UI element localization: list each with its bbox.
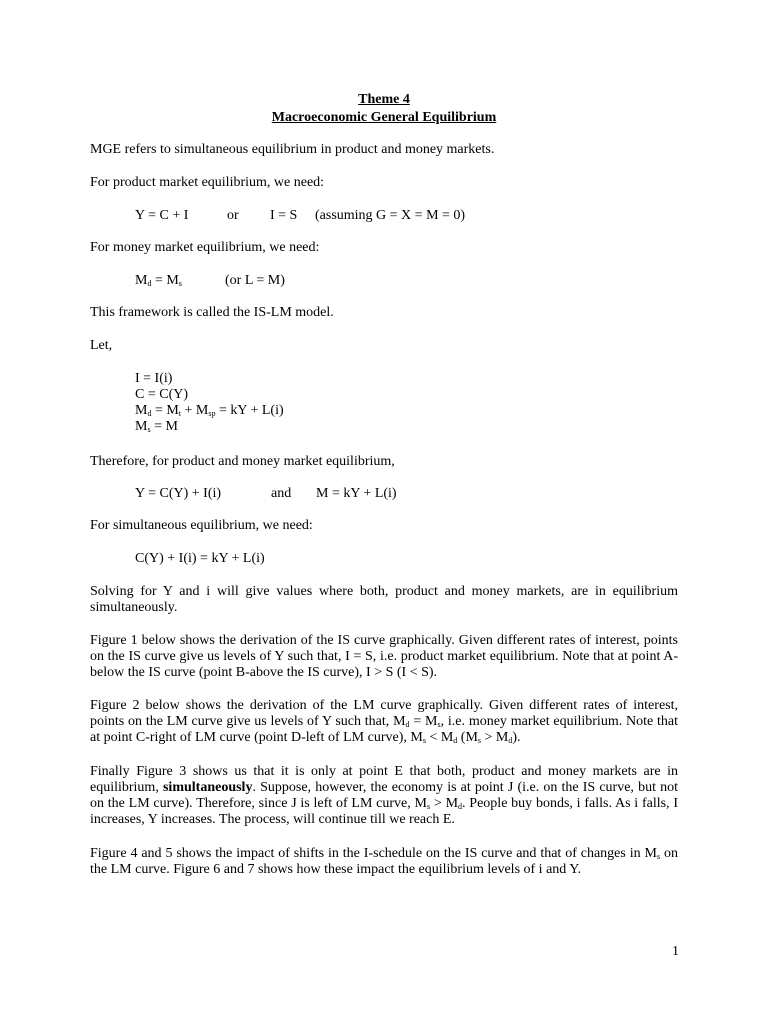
paragraph-intro: MGE refers to simultaneous equilibrium in product and money markets.	[90, 142, 495, 157]
paragraph-money-market: For money market equilibrium, we need:	[90, 240, 320, 255]
equation-simultaneous: C(Y) + I(i) = kY + L(i)	[135, 551, 265, 566]
paragraph-figure1: Figure 1 below shows the derivation of the IS curve graphically. Given different rates of interest, points on the IS curve give us levels of Y such that, I = S, i.e. product market equilibrium. Note that at point A-below the IS curve (point B-above the IS curve), I > S (I < S).	[90, 633, 678, 680]
page-number: 1	[672, 944, 679, 959]
paragraph-therefore: Therefore, for product and money market equilibrium,	[90, 454, 395, 469]
paragraph-figure2: Figure 2 below shows the derivation of the LM curve graphically. Given different rates of interest, points on the LM curve give us levels of Y such that, $M_d = M_s$, i.e. money market equilibrium. Note that at point C-right of LM curve (point D-left of LM curve), $M_s < M_d$ $(M_s > M_d)$.	[90, 698, 679, 745]
paragraph-framework: This framework is called the IS-LM model.	[90, 305, 334, 320]
paragraph-simultaneous: For simultaneous equilibrium, we need:	[90, 518, 313, 533]
eq3-and: and	[271, 486, 292, 501]
emphasis-simultaneously: simultaneously	[162, 780, 253, 795]
eq2-left: $M_d = M_s$	[135, 273, 182, 288]
eq1-right: I = S	[270, 208, 298, 223]
eq1-left: Y = C + I	[135, 208, 189, 223]
def-consumption: C = C(Y)	[135, 387, 189, 402]
eq3-left: Y = C(Y) + I(i)	[135, 486, 222, 501]
title-heading: Macroeconomic General Equilibrium	[271, 110, 497, 125]
paragraph-figure3: Finally Figure 3 shows us that it is only at point E that both, product and money markets are in equilibrium, simultaneously. Suppose, however, the economy is at point J (i.e. on the IS curve, but not on the LM curve). Therefore, since J is left of LM curve, $M_s > M_d$. People buy bonds, i falls. As i falls, I increases, Y increases. The process, will continue till we reach E.	[90, 764, 678, 827]
paragraph-let: Let,	[90, 338, 113, 353]
title-theme: Theme 4	[358, 92, 410, 107]
eq2-right: (or L = M)	[225, 273, 285, 288]
eq3-right: M = kY + L(i)	[316, 486, 397, 501]
def-money-demand: $M_d = M_t + M_{sp}$ = kY + L(i)	[135, 403, 284, 418]
eq1-or: or	[227, 208, 239, 223]
paragraph-solving: Solving for Y and i will give values where both, product and money markets, are in equilibrium simultaneously.	[90, 584, 678, 615]
def-investment: I = I(i)	[135, 371, 173, 386]
paragraph-figure4-5: Figure 4 and 5 shows the impact of shifts in the I-schedule on the IS curve and that of changes in $M_s$ on the LM curve. Figure 6 and 7 shows how these impact the equilibrium levels of i and Y.	[90, 846, 679, 877]
def-money-supply: $M_s = M$	[135, 419, 178, 434]
eq1-assumption: (assuming G = X = M = 0)	[315, 208, 466, 223]
paragraph-product-market: For product market equilibrium, we need:	[90, 175, 325, 190]
